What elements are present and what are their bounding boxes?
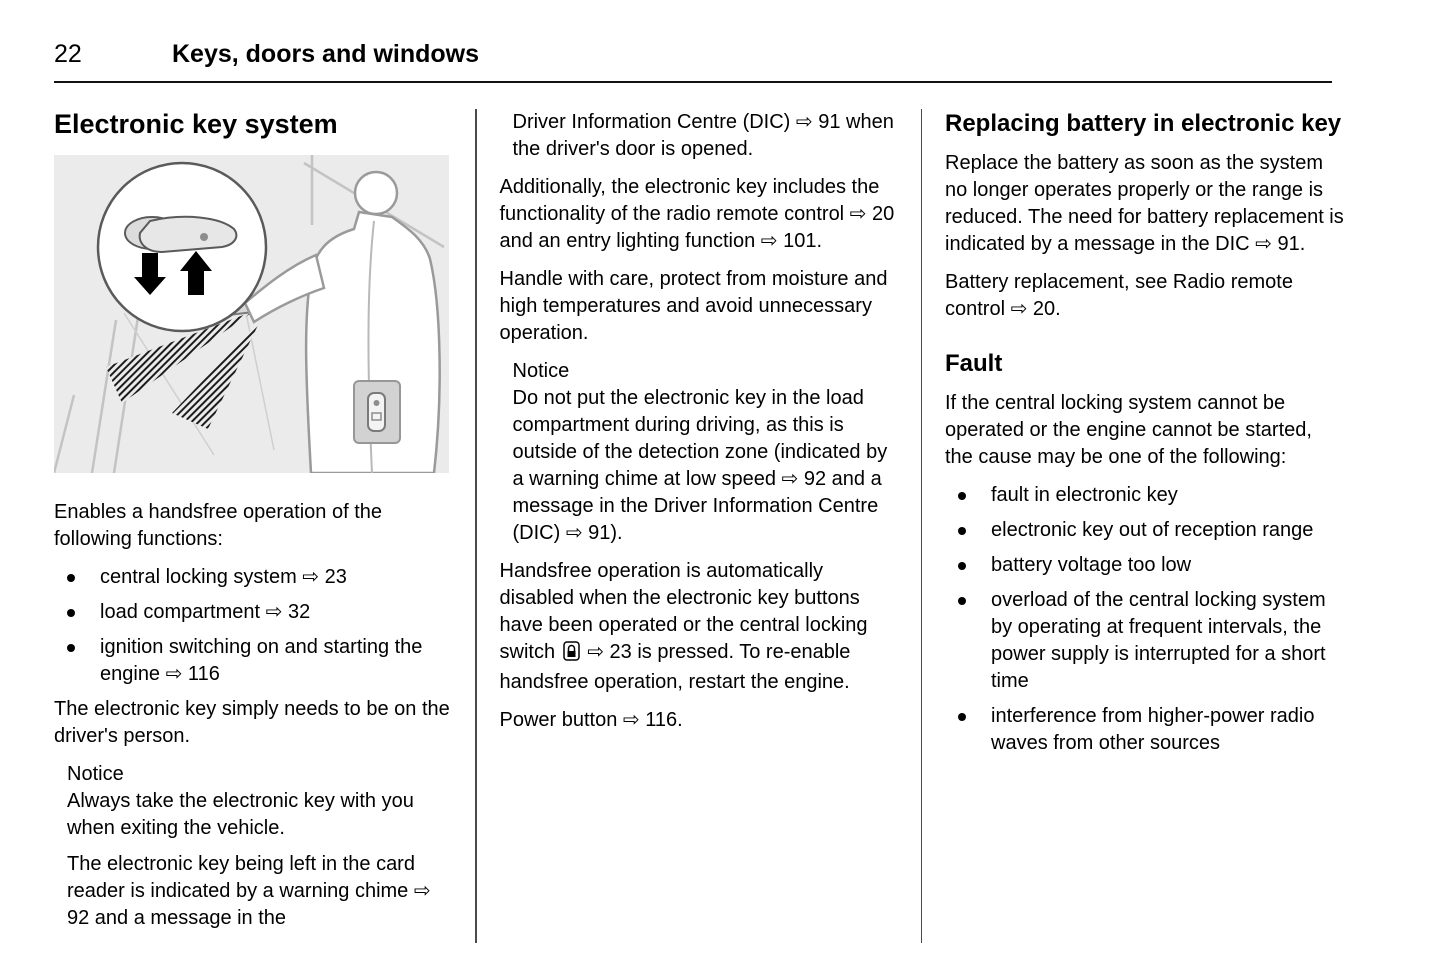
list-item: central locking system ⇨ 23 xyxy=(54,564,452,591)
magnified-handle-detail xyxy=(98,163,266,331)
notice-continuation xyxy=(513,109,898,163)
column-2 xyxy=(500,109,898,943)
electronic-key-in-pocket xyxy=(368,393,385,431)
list-item: load compartment ⇨ 32 xyxy=(54,599,452,626)
list-item: fault in electronic key xyxy=(945,482,1345,509)
paragraph-battery-replacement: Battery replacement, see Radio remote control ⇨ 20. xyxy=(945,271,1293,320)
handsfree-functions-list xyxy=(54,564,452,688)
paragraph-fault-intro: If the central locking system cannot be operated or the engine cannot be started, the cause may be one of the following: xyxy=(945,392,1312,468)
paragraph-power-button: Power button ⇨ 116. xyxy=(499,709,683,731)
list-item: electronic key out of reception range xyxy=(945,517,1345,544)
electronic-key-illustration xyxy=(54,155,449,473)
column-1 xyxy=(54,109,452,943)
section-heading: Electronic key system xyxy=(54,109,338,139)
page-number: 22 xyxy=(54,40,82,68)
notice-paragraph: Do not put the electronic key in the load compartment during driving, as this is outside of the detection zone (indicated by a warning chime at low speed ⇨ 92 and a message in the Driver Information Centre (DIC) ⇨ 91). xyxy=(512,387,888,544)
list-item: interference from higher-power radio waves from other sources xyxy=(945,703,1345,757)
notice-paragraph: Always take the electronic key with you when exiting the vehicle. xyxy=(67,790,414,839)
header-rule xyxy=(54,81,1332,83)
chapter-title: Keys, doors and windows xyxy=(172,40,479,68)
electronic-key-illustration-svg xyxy=(54,155,449,473)
column-3 xyxy=(945,109,1345,943)
list-item: battery voltage too low xyxy=(945,552,1345,579)
paragraph-key-on-person: The electronic key simply needs to be on the driver's person. xyxy=(54,698,450,747)
page-header xyxy=(54,40,1332,69)
list-item: ignition switching on and starting the engine ⇨ 116 xyxy=(54,634,452,688)
paragraph-handsfree-part1: Handsfree operation is automatically disabled when the electronic key buttons have been operated or the central locking switch xyxy=(499,560,868,663)
notice-block xyxy=(513,358,898,547)
notice-block xyxy=(67,761,452,932)
notice-paragraph: Driver Information Centre (DIC) ⇨ 91 when the driver's door is opened. xyxy=(512,111,894,160)
notice-label: Notice xyxy=(67,763,124,785)
list-item: overload of the central locking system by operating at frequent intervals, the power supply is interrupted for a short time xyxy=(945,587,1345,695)
paragraph-additionally: Additionally, the electronic key includes the functionality of the radio remote control ⇨ 20 and an entry lighting function ⇨ 101. xyxy=(499,176,895,252)
paragraph-handle-with-care: Handle with care, protect from moisture and high temperatures and avoid unnecessary operation. xyxy=(499,268,888,344)
paragraph-handsfree-part2: ⇨ 23 is pressed. To re-enable handsfree operation, restart the engine. xyxy=(499,641,851,693)
page-content xyxy=(54,109,1385,943)
paragraph-intro: Enables a handsfree operation of the following functions: xyxy=(54,501,383,550)
column-separator xyxy=(921,109,923,943)
notice-paragraph: The electronic key being left in the card reader is indicated by a warning chime ⇨ 92 and a message in the xyxy=(67,853,431,929)
replacing-battery-heading: Replacing battery in electronic key xyxy=(945,110,1342,137)
notice-label: Notice xyxy=(512,360,570,382)
fault-heading: Fault xyxy=(945,350,1003,377)
column-separator xyxy=(475,109,477,943)
fault-causes-list xyxy=(945,482,1345,757)
paragraph-replace-battery: Replace the battery as soon as the system no longer operates properly or the range is reduced. The need for battery replacement is indicated by a message in the DIC ⇨ 91. xyxy=(945,152,1344,255)
central-locking-switch-icon xyxy=(563,641,580,669)
paragraph-handsfree xyxy=(500,558,898,696)
